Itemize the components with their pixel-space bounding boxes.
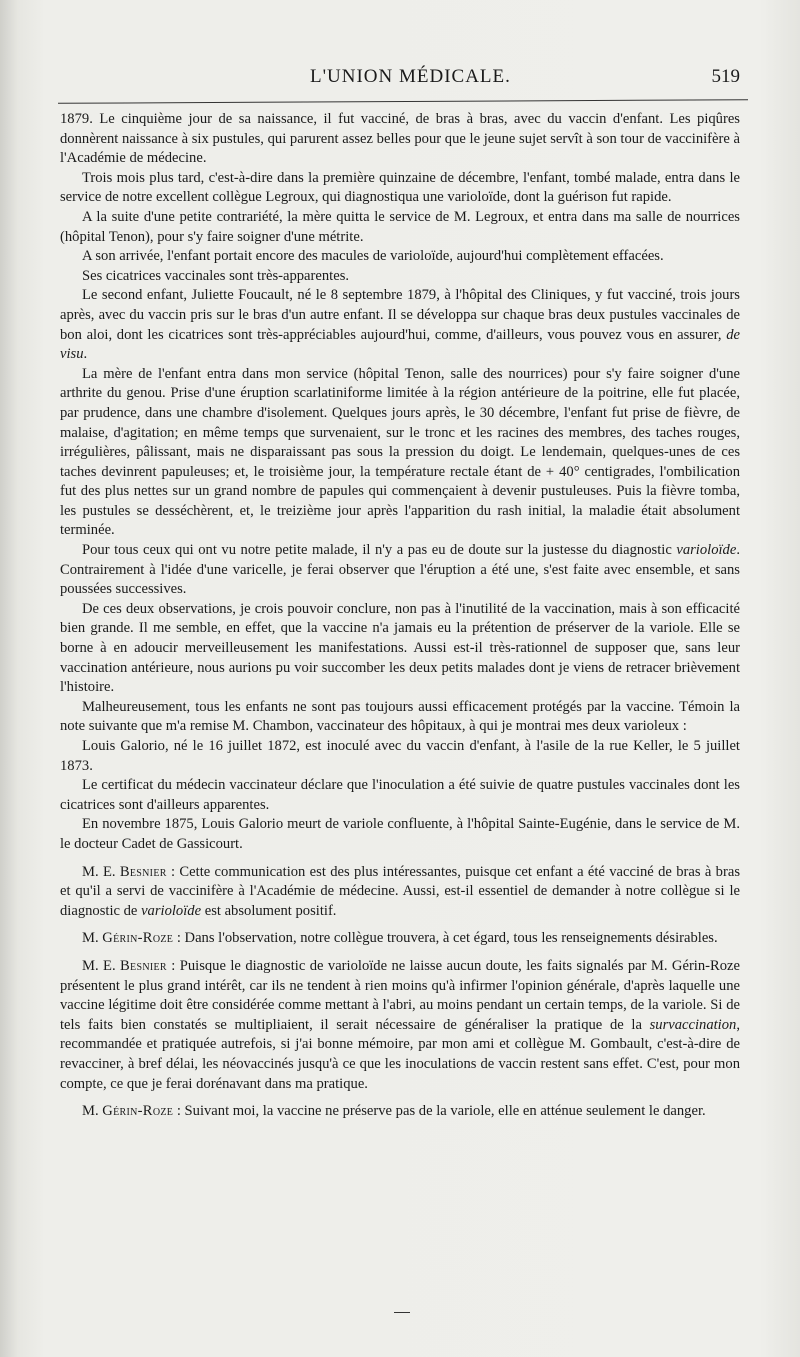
speaker-name: Gérin-Roze [102, 930, 174, 947]
text-segment: . Contrairement à l'idée d'une varicelle, je ferai observer que l'éruption a été une, s'est faite avec ensemble, et sans poussées successives. [60, 542, 740, 598]
text-segment: De ces deux observations, je crois pouvoir conclure, non pas à l'inutilité de la vaccination, mais à son efficacité bien grande. Il me semble, en effet, que la vaccine n'a jamais eu la prétention de préserver de la variole. Elle se borne à en adoucir merveilleusement les manifestations. Aussi est-il très-rationnel de supposer que, sans leur vaccination antérieure, nous aurions pu voir succomber les deux petits malades dont je viens de retracer brièvement l'histoire. [60, 600, 740, 696]
paragraph-p16 [60, 957, 740, 1094]
paragraph-p7 [60, 365, 740, 541]
paragraph-p4 [60, 247, 740, 267]
header-rule [58, 99, 748, 104]
italic-term: varioloïde [141, 902, 202, 919]
paragraph-p14 [60, 863, 740, 922]
article-body [60, 110, 740, 1122]
text-segment: En novembre 1875, Louis Galorio meurt de variole confluente, à l'hôpital Sainte-Eugénie, dans le service de M. le docteur Cadet de Gassicourt. [60, 816, 740, 852]
text-segment: M. E. [82, 957, 121, 974]
italic-term: survaccination [649, 1016, 737, 1033]
paragraph-p8 [60, 541, 740, 600]
running-title: L'UNION MÉDICALE. [310, 66, 511, 87]
paragraph-p17 [60, 1102, 740, 1122]
text-segment: Louis Galorio, né le 16 juillet 1872, est inoculé avec du vaccin d'enfant, à l'asile de la rue Keller, le 5 juillet 1873. [60, 738, 740, 774]
text-segment: M. [82, 1103, 103, 1120]
text-segment: Pour tous ceux qui ont vu notre petite malade, il n'y a pas eu de doute sur la justesse du diagnostic [82, 542, 677, 559]
text-segment: Malheureusement, tous les enfants ne sont pas toujours aussi efficacement protégés par la vaccine. Témoin la note suivante que m'a remise M. Chambon, vaccinateur des hôpitaux, à qui je montrai mes deux varioleux : [60, 698, 740, 735]
text-segment: est absolument positif. [201, 902, 337, 919]
speaker-name: Besnier [119, 863, 167, 880]
paragraph-p11 [60, 737, 740, 776]
paragraph-p10 [60, 698, 740, 737]
text-segment: Ses cicatrices vaccinales sont très-apparentes. [82, 267, 350, 284]
footer-dash [394, 1312, 410, 1313]
text-segment: : Suivant moi, la vaccine ne préserve pas de la variole, elle en atténue seulement le danger. [173, 1103, 706, 1120]
text-segment: Trois mois plus tard, c'est-à-dire dans la première quinzaine de décembre, l'enfant, tombé malade, entra dans le service de notre excellent collègue Legroux, qui diagnostiqua une varioloïde, dont la guérison fut rapide. [60, 169, 740, 206]
italic-term: de visu [60, 326, 740, 363]
speaker-name: Besnier [120, 957, 167, 974]
text-segment: : Cette communication est des plus intéressantes, puisque cet enfant a été vacciné de bras à bras et qu'il a servi de vaccinifère à l'Académie de médecine. Aussi, est-il essentiel de demander à notre collègue si le diagnostic de [60, 863, 740, 919]
paragraph-p15 [60, 929, 740, 949]
text-segment: . [83, 346, 88, 363]
page-header [80, 66, 740, 94]
text-segment: Le certificat du médecin vaccinateur déclare que l'inoculation a été suivie de quatre pustules vaccinales dont les cicatrices sont d'ailleurs apparentes. [60, 777, 740, 813]
text-segment: M. E. [82, 863, 120, 880]
paragraph-p6 [60, 286, 740, 364]
paragraph-p2 [60, 169, 740, 208]
text-segment: 1879. Le cinquième jour de sa naissance, il fut vacciné, de bras à bras, avec du vaccin d'enfant. Les piqûres donnèrent naissance à six pustules, qui parurent assez belles pour que le jeune sujet servît à son tour de vaccinifère à l'Académie de médecine. [60, 111, 740, 167]
paragraph-p3 [60, 208, 740, 247]
paragraph-p9 [60, 600, 740, 698]
text-segment: A la suite d'une petite contrariété, la mère quitta le service de M. Legroux, et entra dans ma salle de nourrices (hôpital Tenon), pour s'y faire soigner d'une métrite. [60, 208, 740, 245]
paragraph-p12 [60, 776, 740, 815]
paragraph-p5 [60, 267, 740, 287]
text-segment: A son arrivée, l'enfant portait encore des macules de varioloïde, aujourd'hui complètement effacées. [82, 248, 664, 265]
speaker-name: Gérin-Roze [102, 1103, 174, 1120]
text-segment: : Dans l'observation, notre collègue trouvera, à cet égard, tous les renseignements désirables. [173, 930, 718, 947]
text-segment: Le second enfant, Juliette Foucault, né le 8 septembre 1879, à l'hôpital des Cliniques, y fut vacciné, trois jours après, avec du vaccin pris sur le bras d'un autre enfant. Il se développa sur chaque bras deux pustules vaccinales de bon aloi, dont les cicatrices sont très-appréciables aujourd'hui, comme, d'ailleurs, vous pouvez vous en assurer, [60, 287, 740, 343]
text-segment: La mère de l'enfant entra dans mon service (hôpital Tenon, salle des nourrices) pour s'y faire soigner d'une arthrite du genou. Prise d'une éruption scarlatiniforme limitée à la région antérieure de la poitrine, elle fut placée, par prudence, dans une chambre d'isolement. Quelques jours après, le 30 décembre, l'enfant fut prise de fièvre, de malaise, d'agitation; en même temps que survenaient, sur le tronc et les racines des membres, des taches rouges, irrégulières, pâlissant, mais ne disparaissant pas sous la pression du doigt. Le lendemain, quelques-unes de ces taches devinrent papuleuses; et, le troisième jour, la température rectale étant de + 40° centigrades, l'ombilication fut des plus nettes sur un grand nombre de papules qui commençaient à devenir pustuleuses. Puis la fièvre tomba, les pustules se desséchèrent, et, le treizième jour après l'apparition du rash initial, la maladie était absolument terminée. [60, 365, 740, 539]
text-segment: , recommandée et pratiquée autrefois, si j'ai bonne mémoire, par mon ami et collègue M. Gombault, c'est-à-dire de revacciner, à bref délai, les néovaccinés jusqu'à ce que les inoculations de vaccin restent sans effet. C'est, pour mon compte, ce que je ferai dorénavant dans ma pratique. [60, 1016, 740, 1092]
paragraph-p1 [60, 110, 740, 169]
text-segment: : Puisque le diagnostic de varioloïde ne laisse aucun doute, les faits signalés par M. Gérin-Roze présentent le plus grand intérêt, car ils ne tendent à rien moins qu'à infirmer l'opinion générale, d'après laquelle une vaccine légitime doit être considérée comme mettant à l'abri, au moins pendant un certain temps, de la variole. Si de tels faits bien constatés se multipliaient, il serait nécessaire de généraliser la pratique de la [60, 957, 740, 1033]
italic-term: varioloïde [676, 542, 737, 559]
paragraph-p13 [60, 815, 740, 854]
page-number: 519 [711, 66, 740, 87]
text-segment: M. [82, 930, 103, 947]
